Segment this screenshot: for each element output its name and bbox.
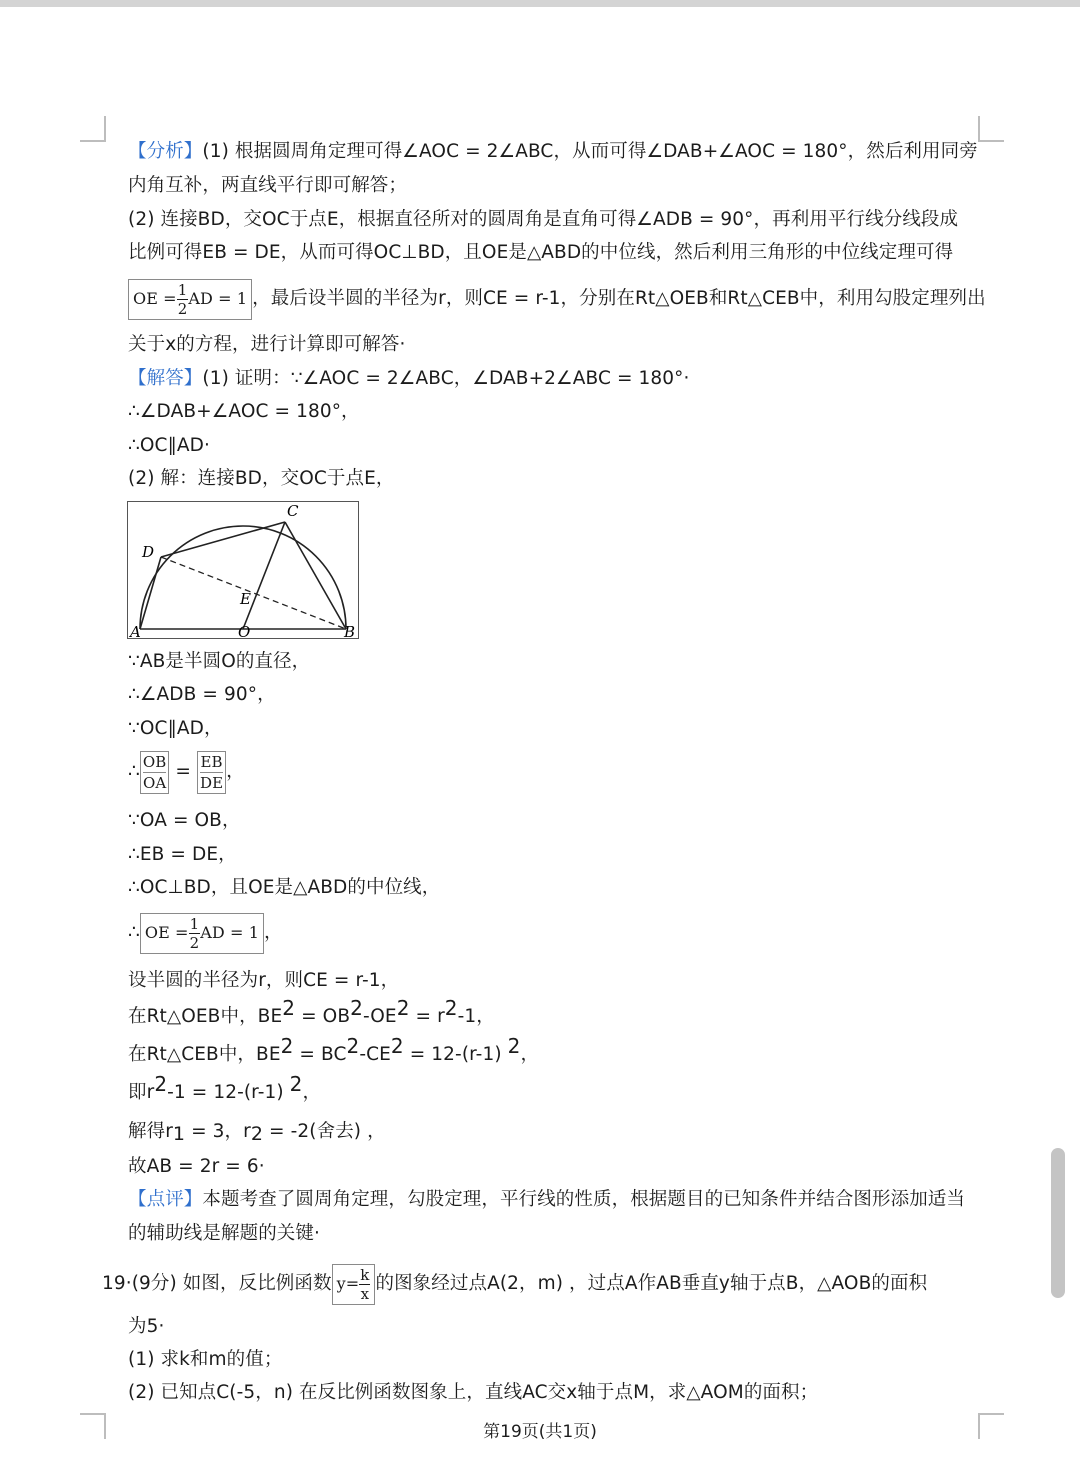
segment-oc bbox=[243, 522, 285, 629]
formula-oe-half-ad: OE = $\frac{1}{2}$ AD = 1 bbox=[128, 279, 252, 320]
question-19-line-2: 为5· bbox=[128, 1316, 165, 1337]
solution-line-14: 在Rt△OEB中，$BE^2 = OB^2-OE^2 = r^2-1$， bbox=[128, 996, 495, 1027]
crop-mark-top-left bbox=[80, 116, 106, 142]
label-d: D bbox=[142, 543, 155, 561]
solution-line-12: ∴ OE = $\frac{1}{2}$ AD = 1 ， bbox=[128, 914, 283, 952]
label-e: E bbox=[240, 590, 251, 608]
solution-line-5: ∵AB是半圆O的直径， bbox=[128, 651, 311, 672]
segment-ad bbox=[140, 557, 161, 629]
fraction-eb-de: $\frac{EB}{DE}$ bbox=[197, 751, 226, 794]
solution-line-4: (2) 解：连接BD，交OC于点E， bbox=[128, 468, 395, 489]
solution-line-7: ∵OC∥AD， bbox=[128, 718, 223, 739]
solution-line-15: 在Rt△CEB中，$BE^2 = BC^2-CE^2 = 12-(r-1)$ $^2$， bbox=[128, 1034, 540, 1065]
solution-line-3: ∴OC∥AD· bbox=[128, 435, 210, 456]
vertical-scrollbar[interactable] bbox=[1051, 1148, 1065, 1298]
top-toolbar-strip bbox=[0, 0, 1080, 7]
segment-cb bbox=[285, 522, 346, 629]
analysis-line-3: (2) 连接BD，交OC于点E，根据直径所对的圆周角是直角可得∠ADB = 90°，再利用平行线分线段成 bbox=[128, 209, 959, 230]
fraction-ob-oa: $\frac{OB}{OA}$ bbox=[140, 751, 170, 794]
solution-line-2: ∴∠DAB+∠AOC = 180°， bbox=[128, 401, 360, 422]
label-o: O bbox=[238, 623, 251, 639]
solution-line-16: 即$r^2-1 = 12-(r-1)$ $^2$， bbox=[128, 1072, 322, 1103]
solution-line-13: 设半圆的半径为r，则CE = r-1， bbox=[128, 970, 400, 991]
formula-oe-half-ad-2: OE = $\frac{1}{2}$ AD = 1 bbox=[140, 913, 264, 954]
semicircle-figure bbox=[127, 501, 359, 639]
analysis-line-5: OE = $\frac{1}{2}$ AD = 1 ，最后设半圆的半径为r，则CE = r-1，分别在Rt△OEB和Rt△CEB中，利用勾股定理列出 bbox=[128, 276, 986, 322]
semicircle-arc bbox=[140, 526, 346, 629]
label-a: A bbox=[130, 623, 141, 639]
analysis-line-2: 内角互补，两直线平行即可解答； bbox=[128, 175, 408, 196]
solution-line-11: ∴OC⊥BD，且OE是△ABD的中位线， bbox=[128, 877, 441, 898]
solution-line-6: ∴∠ADB = 90°， bbox=[128, 684, 276, 705]
segment-db-dashed bbox=[161, 557, 346, 629]
question-19-part-2: (2) 已知点C(-5，n) 在反比例函数图象上，直线AC交x轴于点M，求△AOM的面积； bbox=[128, 1382, 819, 1403]
solution-line-18: 故AB = 2r = 6· bbox=[128, 1156, 265, 1177]
figure-frame bbox=[128, 502, 359, 639]
solution-line-8: ∴ $\frac{OB}{OA}$ = $\frac{EB}{DE}$ ， bbox=[128, 752, 245, 792]
analysis-line-6: 关于x的方程，进行计算即可解答· bbox=[128, 334, 406, 355]
review-line-2: 的辅助线是解题的关键· bbox=[128, 1223, 320, 1244]
review-line-1: 【点评】本题考查了圆周角定理，勾股定理，平行线的性质，根据题目的已知条件并结合图形添加适当 bbox=[128, 1189, 966, 1210]
review-tag: 【点评】 bbox=[128, 1189, 203, 1210]
label-c: C bbox=[287, 502, 299, 520]
solution-line-1: 【解答】(1) 证明：∵∠AOC = 2∠ABC，∠DAB+2∠ABC = 180°· bbox=[128, 368, 690, 389]
analysis-tag: 【分析】 bbox=[128, 141, 203, 162]
solution-line-17: 解得$r_1 = 3$，$r_2 = -2$(舍去) ， bbox=[128, 1121, 386, 1145]
analysis-line-1: 【分析】(1) 根据圆周角定理可得∠AOC = 2∠ABC，从而可得∠DAB+∠AOC = 180°，然后利用同旁 bbox=[128, 141, 978, 162]
analysis-line-4: 比例可得EB = DE，从而可得OC⊥BD，且OE是△ABD的中位线，然后利用三角形的中位线定理可得 bbox=[128, 242, 954, 263]
page-footer: 第19页(共1页) bbox=[483, 1422, 597, 1442]
formula-y-k-over-x: y= $\frac{k}{x}$ bbox=[332, 1264, 376, 1305]
question-19-line-1: 19·(9分) 如图，反比例函数 y= $\frac{k}{x}$ 的图象经过点A(2，m) ，过点A作AB垂直y轴于点B，△AOB的面积 bbox=[102, 1265, 928, 1303]
crop-mark-top-right bbox=[978, 116, 1004, 142]
solution-tag: 【解答】 bbox=[128, 368, 203, 389]
solution-line-10: ∴EB = DE， bbox=[128, 844, 237, 865]
question-19-part-1: (1) 求k和m的值； bbox=[128, 1349, 283, 1370]
label-b: B bbox=[344, 623, 356, 639]
solution-line-9: ∵OA = OB， bbox=[128, 810, 241, 831]
